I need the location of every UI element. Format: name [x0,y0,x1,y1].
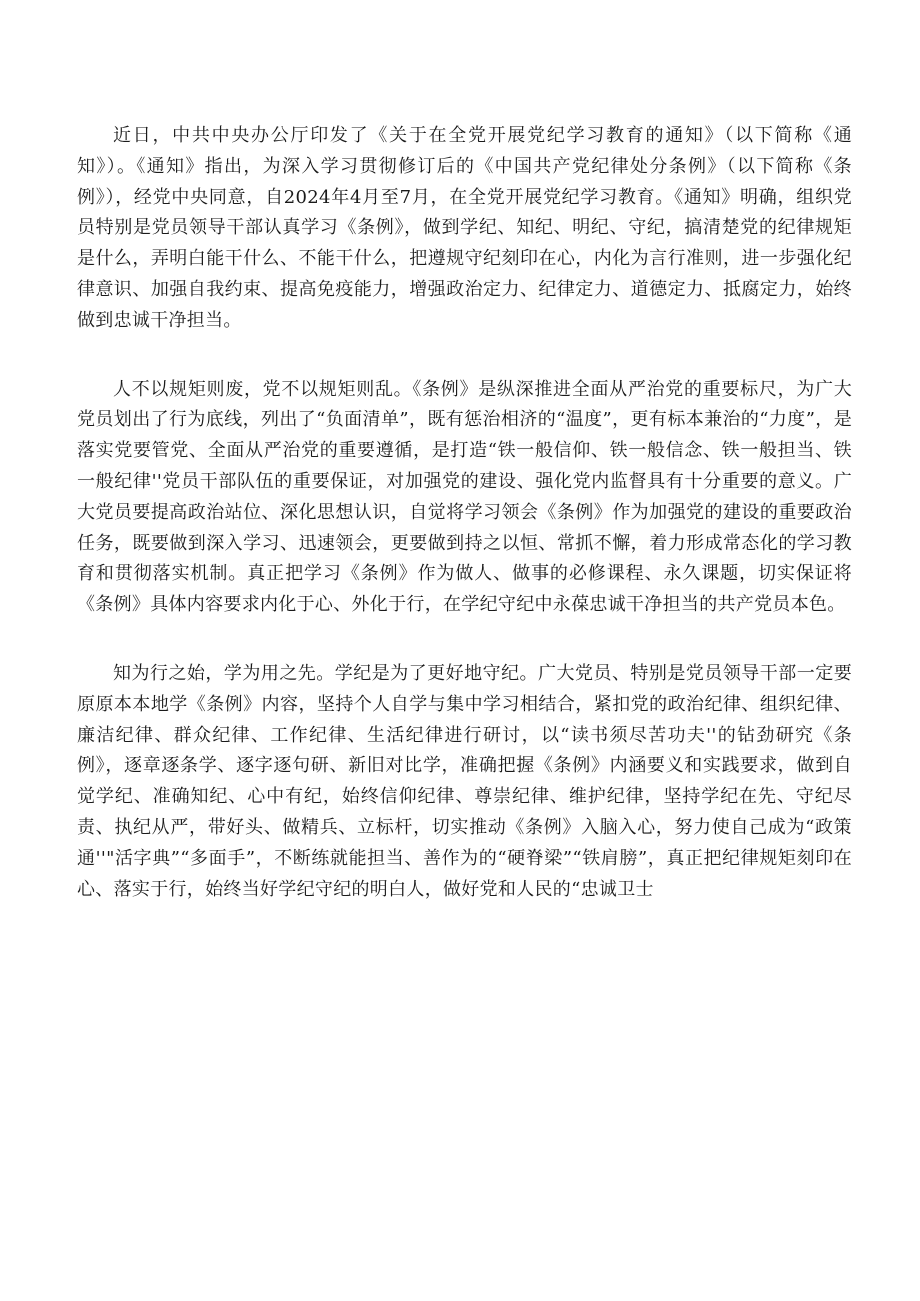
document-body [77,121,852,905]
paragraph-1: 近日，中共中央办公厅印发了《关于在全党开展党纪学习教育的通知》（以下简称《通知》）。《通知》指出，为深入学习贯彻修订后的《中国共产党纪律处分条例》（以下简称《条例》），经党中央同意，自2024年4月至7月，在全党开展党纪学习教育。《通知》明确，组织党员特别是党员领导干部认真学习《条例》，做到学纪、知纪、明纪、守纪，搞清楚党的纪律规矩是什么，弄明白能干什么、不能干什么，把遵规守纪刻印在心，内化为言行准则，进一步强化纪律意识、加强自我约束、提高免疫能力，增强政治定力、纪律定力、道德定力、抵腐定力，始终做到忠诚干净担当。 [77,125,852,331]
paragraph-2: 人不以规矩则废，党不以规矩则乱。《条例》是纵深推进全面从严治党的重要标尺，为广大党员划出了行为底线，列出了“负面清单”，既有惩治相济的“温度”，更有标本兼治的“力度”，是落实党要管党、全面从严治党的重要遵循，是打造“铁一般信仰、铁一般信念、铁一般担当、铁一般纪律''党员干部队伍的重要保证，对加强党的建设、强化党内监督具有十分重要的意义。广大党员要提高政治站位、深化思想认识，自觉将学习领会《条例》作为加强党的建设的重要政治任务，既要做到深入学习、迅速领会，更要做到持之以恒、常抓不懈，着力形成常态化的学习教育和贯彻落实机制。真正把学习《条例》作为做人、做事的必修课程、永久课题，切实保证将《条例》具体内容要求内化于心、外化于行，在学纪守纪中永葆忠诚干净担当的共产党员本色。 [77,378,852,616]
paragraph-3: 知为行之始，学为用之先。学纪是为了更好地守纪。广大党员、特别是党员领导干部一定要原原本本地学《条例》内容，坚持个人自学与集中学习相结合，紧扣党的政治纪律、组织纪律、廉洁纪律、群众纪律、工作纪律、生活纪律进行研讨，以“读书须尽苦功夫''的钻劲研究《条例》，逐章逐条学、逐字逐句研、新旧对比学，准确把握《条例》内涵要义和实践要求，做到自觉学纪、准确知纪、心中有纪，始终信仰纪律、尊崇纪律、维护纪律，坚持学纪在先、守纪尽责、执纪从严，带好头、做精兵、立标杆，切实推动《条例》入脑入心，努力使自己成为“政策通''"活字典”“多面手”，不断练就能担当、善作为的“硬脊梁”“铁肩膀”，真正把纪律规矩刻印在心、落实于行，始终当好学纪守纪的明白人，做好党和人民的“忠诚卫士 [77,662,852,900]
